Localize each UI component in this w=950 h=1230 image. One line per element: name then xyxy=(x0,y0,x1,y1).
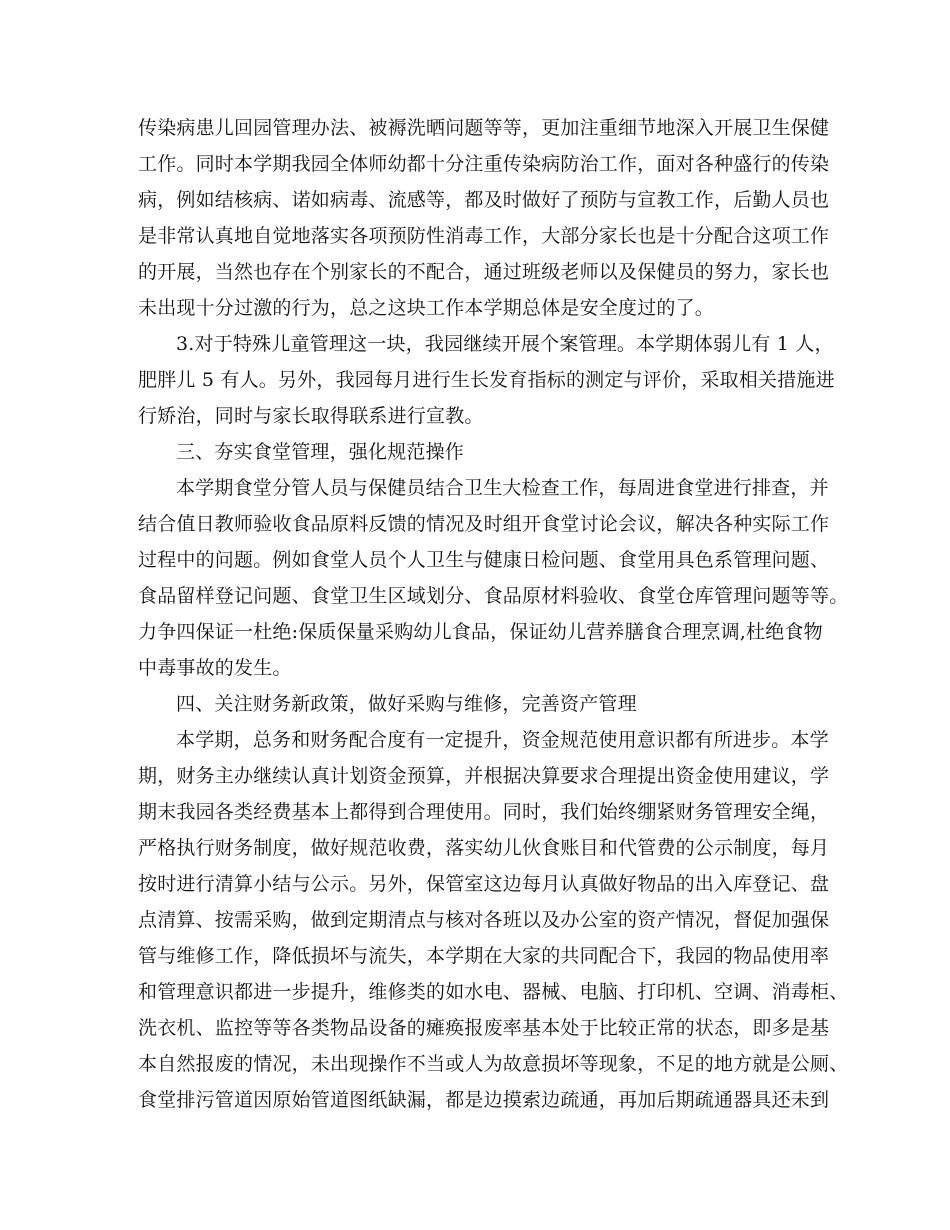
text-line: 是非常认真地自觉地落实各项预防性消毒工作，大部分家长也是十分配合这项工作 xyxy=(138,225,830,247)
text-line: 3.对于特殊儿童管理这一块，我园继续开展个案管理。本学期体弱儿有 1 人， xyxy=(176,333,834,355)
section-heading xyxy=(138,434,838,470)
text-line: 病，例如结核病、诺如病毒、流感等，都及时做好了预防与宣教工作，后勤人员也 xyxy=(138,189,830,211)
paragraph xyxy=(138,470,849,686)
text-line: 传染病患儿回园管理办法、被褥洗晒问题等等，更加注重细节地深入开展卫生保健 xyxy=(138,117,830,139)
text-line: 工作。同时本学期我园全体师幼都十分注重传染病防治工作，面对各种盛行的传染 xyxy=(138,153,830,175)
paragraph xyxy=(138,326,838,434)
paragraph xyxy=(138,722,849,1118)
text-line: 期，财务主办继续认真计划资金预算，并根据决算要求合理提出资金使用建议，学 xyxy=(138,765,830,787)
text-line: 按时进行清算小结与公示。另外，保管室这边每月认真做好物品的出入库登记、盘 xyxy=(138,873,830,895)
text-line: 中毒事故的发生。 xyxy=(138,657,292,679)
paragraph xyxy=(138,110,838,326)
text-line: 本自然报废的情况，未出现操作不当或人为故意损坏等现象，不足的地方就是公厕、 xyxy=(138,1053,849,1075)
text-line: 洗衣机、监控等等各类物品设备的瘫痪报废率基本处于比较正常的状态，即多是基 xyxy=(138,1017,830,1039)
document-page xyxy=(138,110,849,1118)
text-line: 肥胖儿 5 有人。另外，我园每月进行生长发育指标的测定与评价，采取相关措施进 xyxy=(138,369,835,391)
text-line: 的开展，当然也存在个别家长的不配合，通过班级老师以及保健员的努力，家长也 xyxy=(138,261,830,283)
text-line: 本学期，总务和财务配合度有一定提升，资金规范使用意识都有所进步。本学 xyxy=(176,729,829,751)
text-line: 结合值日教师验收食品原料反馈的情况及时组开食堂讨论会议，解决各种实际工作 xyxy=(138,513,830,535)
text-line: 食品留样登记问题、食堂卫生区域划分、食品原材料验收、食堂仓库管理问题等等。 xyxy=(138,585,849,607)
text-line: 过程中的问题。例如食堂人员个人卫生与健康日检问题、食堂用具色系管理问题、 xyxy=(138,549,830,571)
text-line: 四、关注财务新政策，做好采购与维修，完善资产管理 xyxy=(176,693,637,715)
text-line: 三、夯实食堂管理，强化规范操作 xyxy=(176,441,465,463)
text-line: 未出现十分过激的行为，总之这块工作本学期总体是安全度过的了。 xyxy=(138,297,715,319)
text-line: 点清算、按需采购，做到定期清点与核对各班以及办公室的资产情况，督促加强保 xyxy=(138,909,830,931)
text-line: 严格执行财务制度，做好规范收费，落实幼儿伙食账目和代管费的公示制度，每月 xyxy=(138,837,830,859)
text-line: 行矫治，同时与家长取得联系进行宣教。 xyxy=(138,405,484,427)
text-line: 和管理意识都进一步提升，维修类的如水电、器械、电脑、打印机、空调、消毒柜、 xyxy=(138,981,849,1003)
section-heading xyxy=(138,686,838,722)
text-line: 本学期食堂分管人员与保健员结合卫生大检查工作，每周进食堂进行排查，并 xyxy=(176,477,829,499)
text-line: 管与维修工作，降低损坏与流失，本学期在大家的共同配合下，我园的物品使用率 xyxy=(138,945,830,967)
text-line: 食堂排污管道因原始管道图纸缺漏，都是边摸索边疏通，再加后期疏通器具还未到 xyxy=(138,1089,830,1111)
text-line: 期末我园各类经费基本上都得到合理使用。同时，我们始终绷紧财务管理安全绳， xyxy=(138,801,830,823)
text-line: 力争四保证一杜绝:保质保量采购幼儿食品，保证幼儿营养膳食合理烹调,杜绝食物 xyxy=(138,621,823,643)
